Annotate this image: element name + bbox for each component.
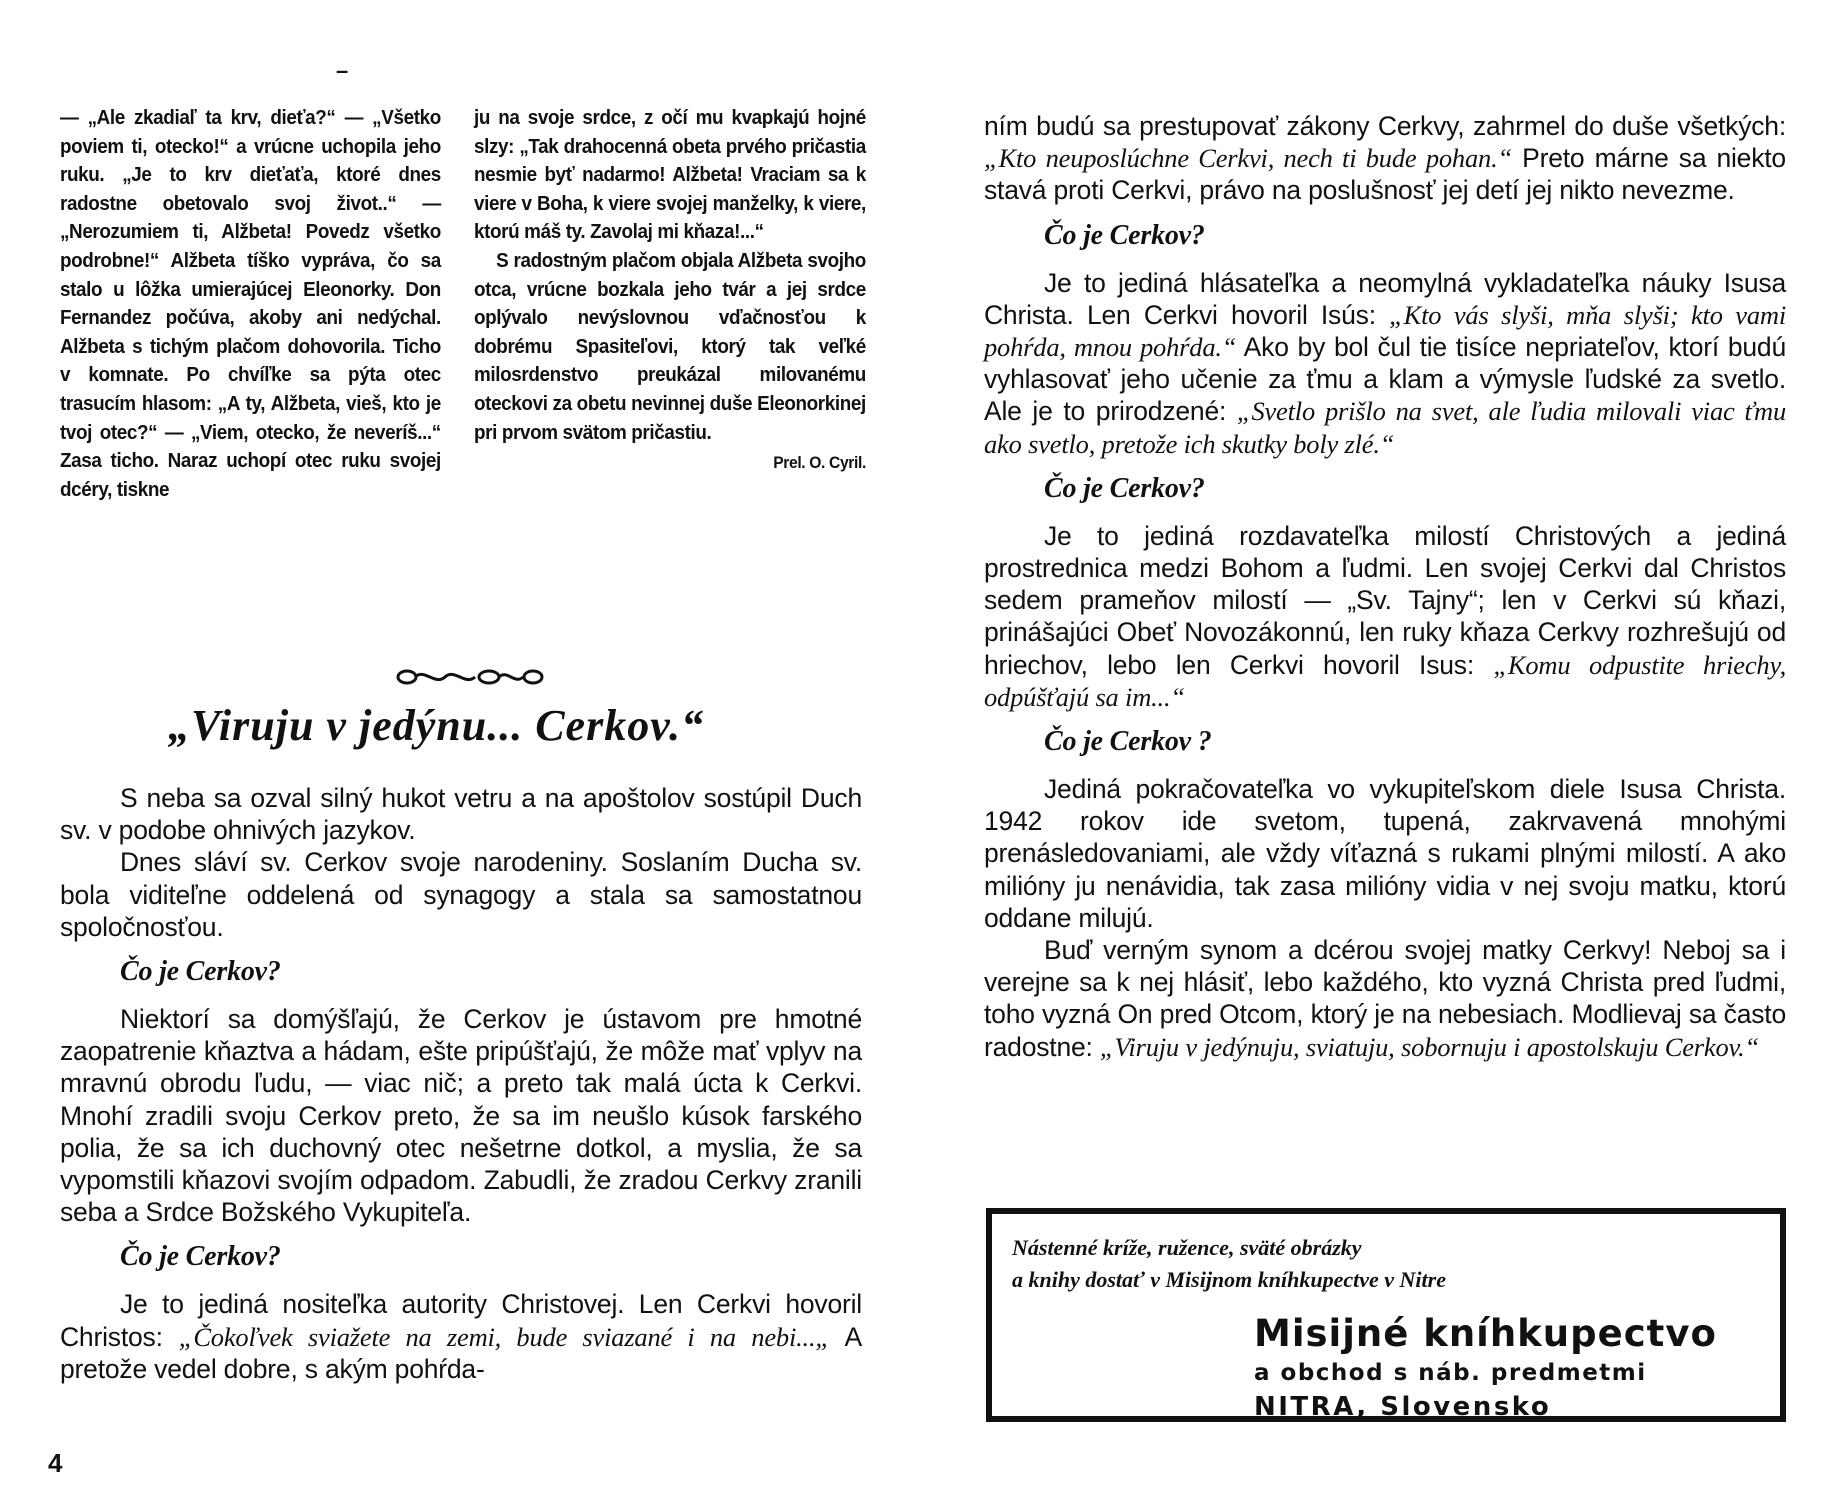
article-body-right [984,110,1786,1063]
section-text-part: Je to jediná hlásateľka a neomylná vykladateľka náuky Isusa Christa. Len Cerkvi hovoril Isús: [984,267,1786,330]
scripture-quote: „Kto neuposlúchne Cerkvi, nech ti bude pohan.“ [984,143,1513,174]
story-column-1 [60,104,441,504]
section-text-part: Je to jediná nositeľka autority Christovej. Len Cerkvi hovoril Christos: [60,1289,862,1352]
section-text [60,1288,862,1385]
creed-quote: „Viruju v jedýnuju, sviatuju, sobornuju i apostolskuju Cerkov.“ [1099,1031,1760,1062]
article-paragraph: S neba sa ozval silný hukot vetru a na apoštolov sostúpil Duch sv. v podobe ohnivých jazykov. [60,783,862,846]
article-paragraph: Dnes sláví sv. Cerkov svoje narodeniny. Soslaním Ducha sv. bola viditeľne oddelená od synagogy a stala sa samostatnou spoločnosťou. [60,847,862,942]
scripture-quote: „Komu odpustite hriechy, odpúšťajú sa im...“ [984,649,1786,712]
ad-store-subline: a obchod s náb. predmetmi [1254,1360,1647,1386]
section-text-part: Preto márne sa niekto stavá proti Cerkvi, právo na poslušnosť jej detí jej nikto nevezme. [984,143,1786,206]
ad-store-name: Misijné kníhkupectvo [1254,1312,1717,1355]
ad-store-city: NITRA, Slovensko [1254,1392,1552,1422]
article-heading: „Viruju v jedýnu... Cerkov.“ [168,701,705,750]
section-text: Jediná pokračovateľka vo vykupiteľskom diele Isusa Christa. 1942 rokov ide svetom, tupená, zakrvavená mnohými prenásledovaniami, ale vždy víťazná s rukami plnými milostí. A ako milióny ju nenávidia, tak zasa milióny vidia v nej svoju matku, ktorú oddane milujú. [984,774,1786,933]
closing-paragraph [984,934,1786,1063]
section-text-part: Buď verným synom a dcérou svojej matky Cerkvy! Neboj sa i verejne sa k nej hlásiť, lebo každého, kto vyzná Christa pred ľudmi, toho vyzná On pred Otcom, ktorý je na nebesiach. Modlievaj sa často radostne: [984,935,1786,1062]
section-text-part: Ako by bol čul tie tisíce nepriateľov, ktorí budú vyhlasovať jeho učenie za ťmu a klam a výmysle ľudské za svetlo. Ale je to prirodzené: [984,332,1786,427]
scripture-quote: „Čokoľvek sviažete na zemi, bude sviazané i na nebi...„ [178,1321,830,1352]
section-subheading: Čo je Cerkov? [120,1241,281,1273]
ornament-divider [395,666,545,688]
section-text-part: Je to jediná rozdavateľka milostí Christových a jediná prostrednica medzi Bohom a ľudmi. Len svojej Cerkvi dal Christos sedem prameňov milostí — „Sv. Tajny“; len v Cerkvi sú kňazi, prinášajúci Obeť Novozákonnú, len ruky kňaza Cerkvy rozhrešujú od hriechov, lebo len Cerkvi hovoril Isus: [984,520,1786,680]
story-paragraph: — „Ale zkadiaľ ta krv, dieťa?“ — „Všetko poviem ti, otecko!“ a vrúcne uchopila jeho ruku. „Je to krv dieťaťa, ktoré dnes radostne obetovalo svoj život..“ — „Nerozumiem ti, Alžbeta! Povedz všetko podrobne!“ Alžbeta tíško vypráva, čo sa stalo u lôžka umierajúcej Eleonorky. Don Fernandez počúva, akoby ani nedýchal. Alžbeta s tichým plačom dohovorila. Ticho v komnate. Po chvíľke sa pýta otec trasucím hlasom: „A ty, Alžbeta, vieš, kto je tvoj otec?“ — „Viem, otecko, že neveríš...“ Zasa ticho. Naraz uchopí otec ruku svojej dcéry, tiskne [60,106,441,501]
page-number: 4 [48,1448,63,1478]
section-subheading: Čo je Cerkov? [1044,472,1205,504]
right-page [912,0,1824,1500]
section-text [984,267,1786,460]
article-body-left [60,782,862,1385]
continuation-paragraph [984,110,1786,207]
story-signature: Prel. O. Cyril. [773,453,866,473]
ad-line-2: a knihy dostať v Misijnom kníhkupectve v Nitre [1012,1267,1446,1292]
top-mark: – [336,58,349,83]
section-text-part: ním budú sa prestupovať zákony Cerkvy, zahrmel do duše všetkých: [984,111,1786,141]
ad-line-1: Nástenné kríže, ružence, sväté obrázky [1012,1235,1362,1260]
bookstore-advertisement [986,1208,1786,1422]
scripture-quote: „Kto vás slyši, mňa slyši; kto vami pohŕda, mnou pohŕda.“ [984,299,1786,363]
section-subheading: Čo je Cerkov? [1044,219,1205,251]
section-text [984,520,1786,713]
section-text: Niektorí sa domýšľajú, že Cerkov je ústavom pre hmotné zaopatrenie kňaztva a hádam, ešte pripúšťajú, že môže mať vplyv na mravnú obrodu ľudu, — viac nič; a preto tak malá úcta k Cerkvi. Mnohí zradili svoju Cerkov preto, že sa im neušlo kúsok farského polia, že sa ich duchovný otec nešetrne dotkol, a myslia, že sa vypomstili kňazovi svojím odpadom. Zabudli, že zradou Cerkvy zranili seba a Srdce Božského Vykupiteľa. [60,1004,862,1228]
section-subheading: Čo je Cerkov? [120,956,281,988]
section-subheading: Čo je Cerkov ? [1044,726,1212,758]
section-text-part: A pretože vedel dobre, s akým pohŕda- [60,1321,862,1384]
scripture-quote: „Svetlo prišlo na svet, ale ľudia milovali viac ťmu ako svetlo, pretože ich skutky boly zlé.“ [984,396,1786,459]
story-column-2 [474,104,866,478]
story-paragraph: ju na svoje srdce, z očí mu kvapkajú hojné slzy: „Tak drahocenná obeta prvého pričastia nesmie byť nadarmo! Alžbeta! Vraciam sa k viere v Boha, k viere svojej manželky, k viere, ktorú máš ty. Zavolaj mi kňaza!...“ [474,106,866,244]
story-paragraph: S radostným plačom objala Alžbeta svojho otca, vrúcne bozkala jeho tvár a jej srdce oplývalo nevýslovnou vďačnosťou k dobrému Spasiteľovi, ktorý tak veľké milosrdenstvo preukázal milovanému oteckovi za obetu nevinnej duše Eleonorkinej pri prvom svätom pričastiu. [474,248,866,444]
